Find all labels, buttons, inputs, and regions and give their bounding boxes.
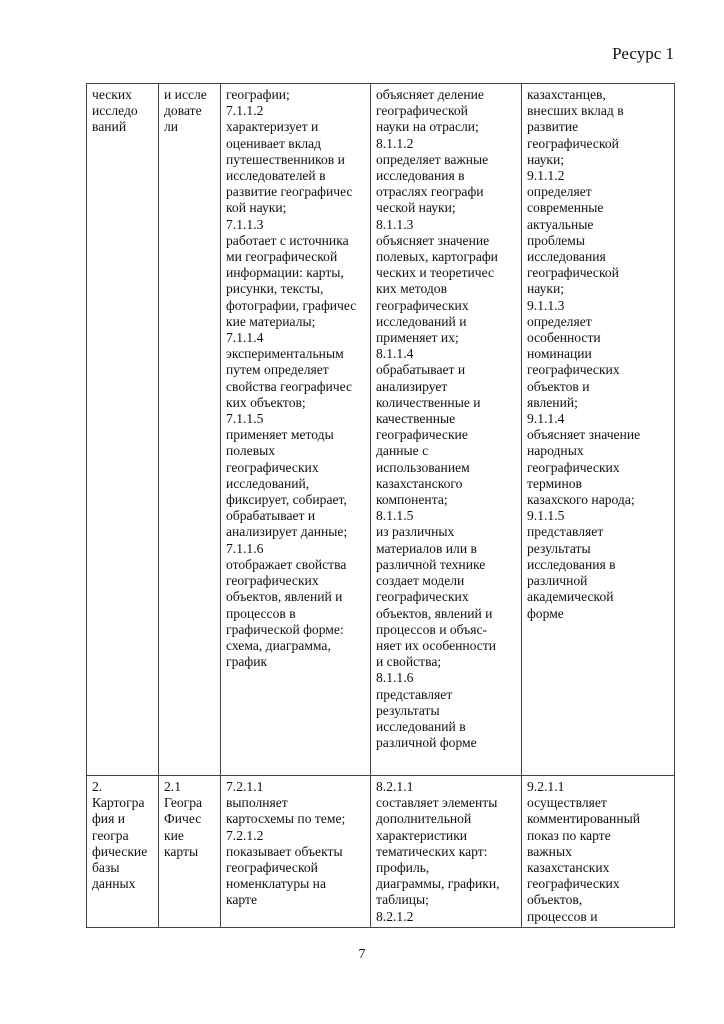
cell-line: географической [527,135,619,151]
cell-line: географических [226,573,319,589]
cell-line: 9.1.1.3 [527,297,565,313]
cell-line: географических [527,362,620,378]
cell-line: объектов, явлений и [376,605,493,621]
cell-line: компонента; [376,492,448,508]
table-row [87,776,675,928]
cell-line: комментированный [527,811,641,827]
grade7-objectives-cell [221,776,371,928]
cell-line: объектов, [527,892,583,908]
cell-line: номенклатуры на [226,876,326,892]
cell-line: ваний [92,119,127,135]
cell-line: ческих [92,87,132,102]
cell-line: казахского народа; [527,492,635,508]
cell-line: результаты [376,702,440,718]
cell-line: анализирует [376,378,448,394]
cell-line: довате [164,103,202,119]
cell-line: материалов или в [376,540,477,556]
cell-line: фиксирует, собирает, [226,492,347,508]
cell-line: казахстанцев, [527,87,606,102]
cell-line: фические [92,843,148,859]
cell-line: исследований, [226,475,310,491]
cell-line: ческих и теоретичес [376,265,495,281]
cell-line: объектов и [527,378,590,394]
cell-line: современные [527,200,604,216]
cell-line: объектов, явлений и [226,589,343,605]
cell-line: результаты [527,540,591,556]
cell-line: географических [376,589,469,605]
cell-line: профиль, [376,860,430,876]
cell-line: развитие [527,119,579,135]
cell-line: исследований и [376,313,467,329]
cell-line: народных [527,443,584,459]
cell-line: отображает свойства [226,556,347,572]
subsection-cell [159,776,221,928]
cell-line: из различных [376,524,455,540]
cell-line: карты [164,843,199,859]
cell-line: казахстанских [527,860,610,876]
cell-line: применяет методы [226,427,334,443]
cell-line: определяет важные [376,151,489,167]
cell-line: академической [527,589,614,605]
table-row [87,84,675,776]
cell-line: географических [226,459,319,475]
cell-line: показ по карте [527,827,611,843]
cell-line: внесших вклад в [527,103,624,119]
cell-line: качественные [376,411,456,427]
cell-line: 8.1.1.2 [376,135,414,151]
cell-line: номинации [527,346,592,362]
cell-line: анализирует данные; [226,524,348,540]
cell-line: ких объектов; [226,394,306,410]
cell-line: применяет их; [376,330,459,346]
cell-line: использованием [376,459,470,475]
cell-line: картосхемы по теме; [226,811,346,827]
cell-line: графической форме: [226,621,344,637]
grade8-objectives-cell [371,84,522,776]
cell-line: исследо [92,103,138,119]
cell-line: ми географической [226,249,338,265]
cell-line: полевых, картографи [376,249,498,265]
cell-line: отраслях географи [376,184,484,200]
cell-line: актуальные [527,216,594,232]
cell-line: путешественников и [226,151,345,167]
cell-line: Геогра [164,795,203,811]
cell-line: работает с источника [226,232,349,248]
cell-line: различной [527,573,588,589]
cell-line: дополнительной [376,811,472,827]
grade7-objectives-cell [221,84,371,776]
cell-line: 7.1.1.6 [226,540,264,556]
cell-line: выполняет [226,795,288,811]
cell-line: 8.1.1.4 [376,346,414,362]
cell-line: кие [164,827,184,843]
cell-line: форме [527,605,564,621]
cell-line: обрабатывает и [376,362,466,378]
cell-line: исследователей в [226,168,326,184]
cell-line: обрабатывает и [226,508,316,524]
cell-line: различной технике [376,556,486,572]
cell-line: исследования в [527,556,616,572]
section-cell [87,776,159,928]
cell-line: географических [376,297,469,313]
section-cell [87,84,159,776]
cell-line: таблицы; [376,892,429,908]
cell-line: данные с [376,443,429,459]
cell-line: карте [226,892,258,908]
cell-line: исследования в [376,168,465,184]
cell-line: рисунки, тексты, [226,281,324,297]
cell-line: развитие географичес [226,184,353,200]
cell-line: особенности [527,330,601,346]
cell-line: диаграммы, графики, [376,876,500,892]
cell-line: Фичес [164,811,202,827]
cell-line: различной форме [376,735,477,751]
cell-line: географической [527,265,619,281]
grade9-objectives-cell [522,776,675,928]
cell-line: объясняет значение [376,232,490,248]
cell-line: и иссле [164,87,207,102]
page-number: 7 [358,947,366,962]
cell-line: 8.1.1.6 [376,670,414,686]
cell-line: науки; [527,281,565,297]
cell-line: тематических карт: [376,843,488,859]
cell-line: 7.2.1.1 [226,779,264,794]
cell-line: 7.1.1.3 [226,216,264,232]
cell-line: количественные и [376,394,481,410]
cell-line: географической [376,103,468,119]
cell-line: 9.2.1.1 [527,779,565,794]
cell-line: Картогра фия и [92,795,145,827]
cell-line: базы [92,860,120,876]
cell-line: 2.1 [164,779,181,794]
cell-line: характеризует и [226,119,319,135]
cell-line: няет их особенности [376,637,497,653]
cell-line: объясняет деление [376,87,484,102]
cell-line: данных [92,876,136,892]
cell-line: график [226,654,268,670]
cell-line: представляет [527,524,604,540]
cell-line: путем определяет [226,362,329,378]
cell-line: 8.1.1.5 [376,508,414,524]
cell-line: характеристики [376,827,468,843]
cell-line: терминов [527,475,582,491]
cell-line: 7.2.1.2 [226,827,264,843]
cell-line: важных [527,843,572,859]
cell-line: науки; [527,151,565,167]
cell-line: схема, диаграмма, [226,637,331,653]
cell-line: процессов в [226,605,296,621]
cell-line: 7.1.1.4 [226,330,264,346]
cell-line: проблемы [527,232,585,248]
cell-line: 2. [92,779,103,794]
cell-line: казахстанского [376,475,463,491]
cell-line: 7.1.1.5 [226,411,264,427]
cell-line: представляет [376,686,453,702]
cell-line: создает модели [376,573,465,589]
cell-line: процессов и объяс- [376,621,488,637]
cell-line: географических [527,459,620,475]
cell-line: исследований в [376,718,466,734]
resource-label: Ресурс 1 [612,44,674,63]
grade9-objectives-cell [522,84,675,776]
cell-line: ческой науки; [376,200,456,216]
cell-line: 9.1.1.2 [527,168,565,184]
cell-line: 7.1.1.2 [226,103,264,119]
cell-line: определяет [527,313,592,329]
cell-line: процессов и [527,908,598,924]
cell-line: геогра [92,827,129,843]
cell-line: 8.2.1.1 [376,779,414,794]
cell-line: 9.1.1.4 [527,411,565,427]
cell-line: полевых [226,443,276,459]
cell-line: исследования [527,249,606,265]
cell-line: информации: карты, [226,265,344,281]
cell-line: свойства географичес [226,378,353,394]
cell-line: и свойства; [376,654,442,670]
cell-line: ли [164,119,179,135]
cell-line: осуществляет [527,795,607,811]
cell-line: географические [376,427,468,443]
grade8-objectives-cell [371,776,522,928]
cell-line: экспериментальным [226,346,344,362]
cell-line: ких методов [376,281,448,297]
cell-line: объясняет значение [527,427,641,443]
cell-line: 8.2.1.2 [376,908,414,924]
cell-line: фотографии, графичес [226,297,357,313]
cell-line: определяет [527,184,592,200]
cell-line: составляет элементы [376,795,498,811]
cell-line: географии; [226,87,290,102]
cell-line: 9.1.1.5 [527,508,565,524]
subsection-cell [159,84,221,776]
cell-line: географических [527,876,620,892]
cell-line: кой науки; [226,200,287,216]
cell-line: науки на отрасли; [376,119,479,135]
cell-line: кие материалы; [226,313,316,329]
cell-line: географической [226,860,318,876]
cell-line: показывает объекты [226,843,343,859]
cell-line: оценивает вклад [226,135,322,151]
cell-line: явлений; [527,394,578,410]
cell-line: 8.1.1.3 [376,216,414,232]
curriculum-table [86,83,675,928]
